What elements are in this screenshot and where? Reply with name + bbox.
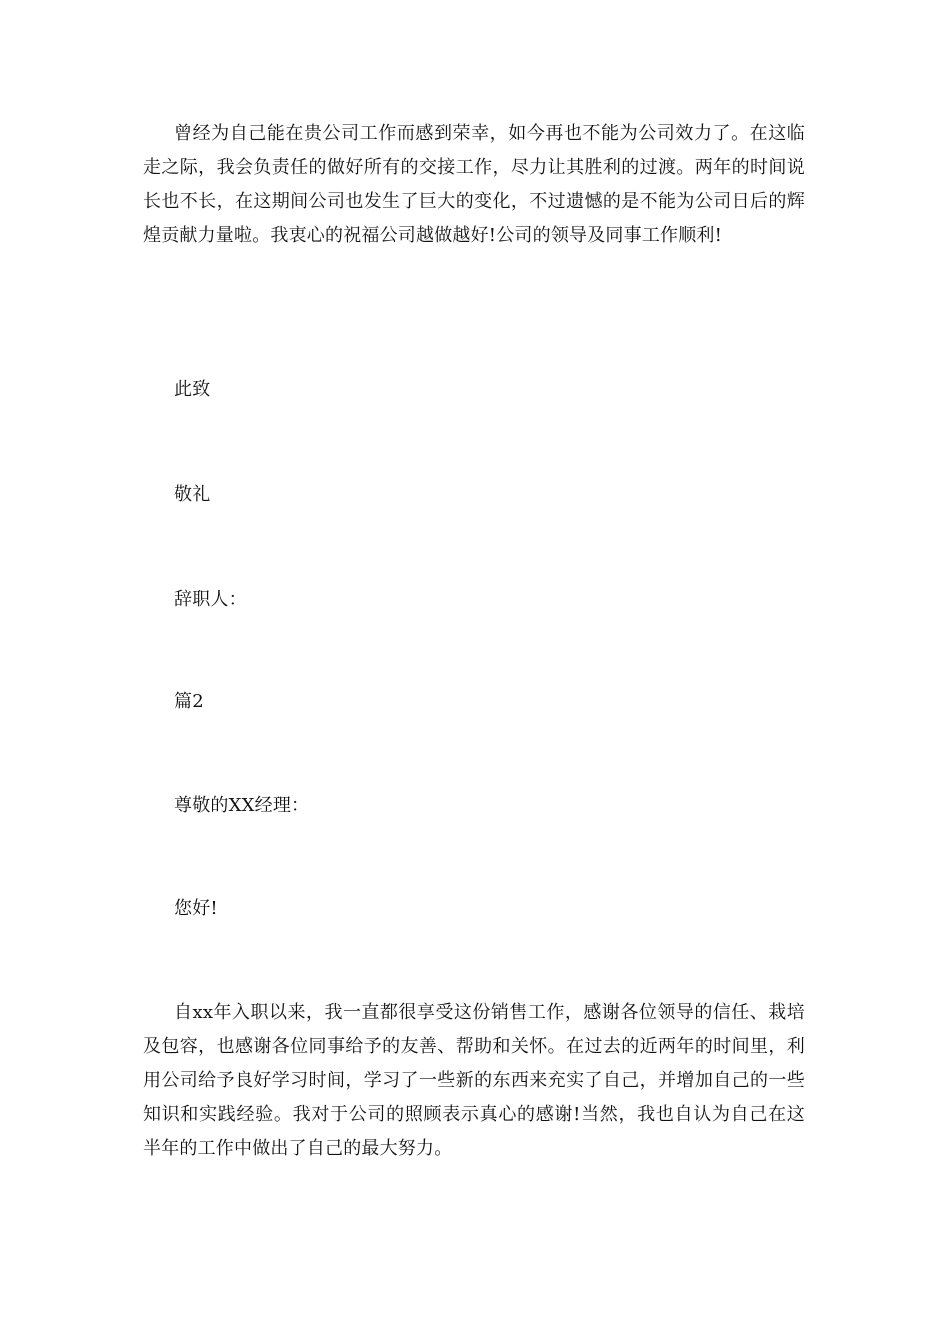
section-title: 篇2 (174, 691, 204, 712)
closing-ci-zhi: 此致 (174, 379, 211, 400)
body-paragraph-1: 曾经为自己能在贵公司工作而感到荣幸，如今再也不能为公司效力了。在这临走之际，我会负责任的做好所有的交接工作，尽力让其胜利的过渡。两年的时间说长也不长，在这期间公司也发生了巨大的变化，不过遗憾的是不能为公司日后的辉煌贡献力量啦。我衷心的祝福公司越做越好!公司的领导及同事工作顺利! (143, 123, 805, 246)
closing-jing-li: 敬礼 (174, 484, 211, 505)
greeting: 您好! (174, 898, 218, 919)
salutation: 尊敬的XX经理： (174, 795, 310, 816)
signature-label: 辞职人： (174, 589, 247, 610)
body-paragraph-2: 自xx年入职以来，我一直都很享受这份销售工作，感谢各位领导的信任、栽培及包容，也感谢各位同事给予的友善、帮助和关怀。在过去的近两年的时间里，利用公司给予良好学习时间，学习了一些新的东西来充实了自己，并增加自己的一些知识和实践经验。我对于公司的照顾表示真心的感谢!当然，我也自认为自己在这半年的工作中做出了自己的最大努力。 (143, 1002, 805, 1159)
